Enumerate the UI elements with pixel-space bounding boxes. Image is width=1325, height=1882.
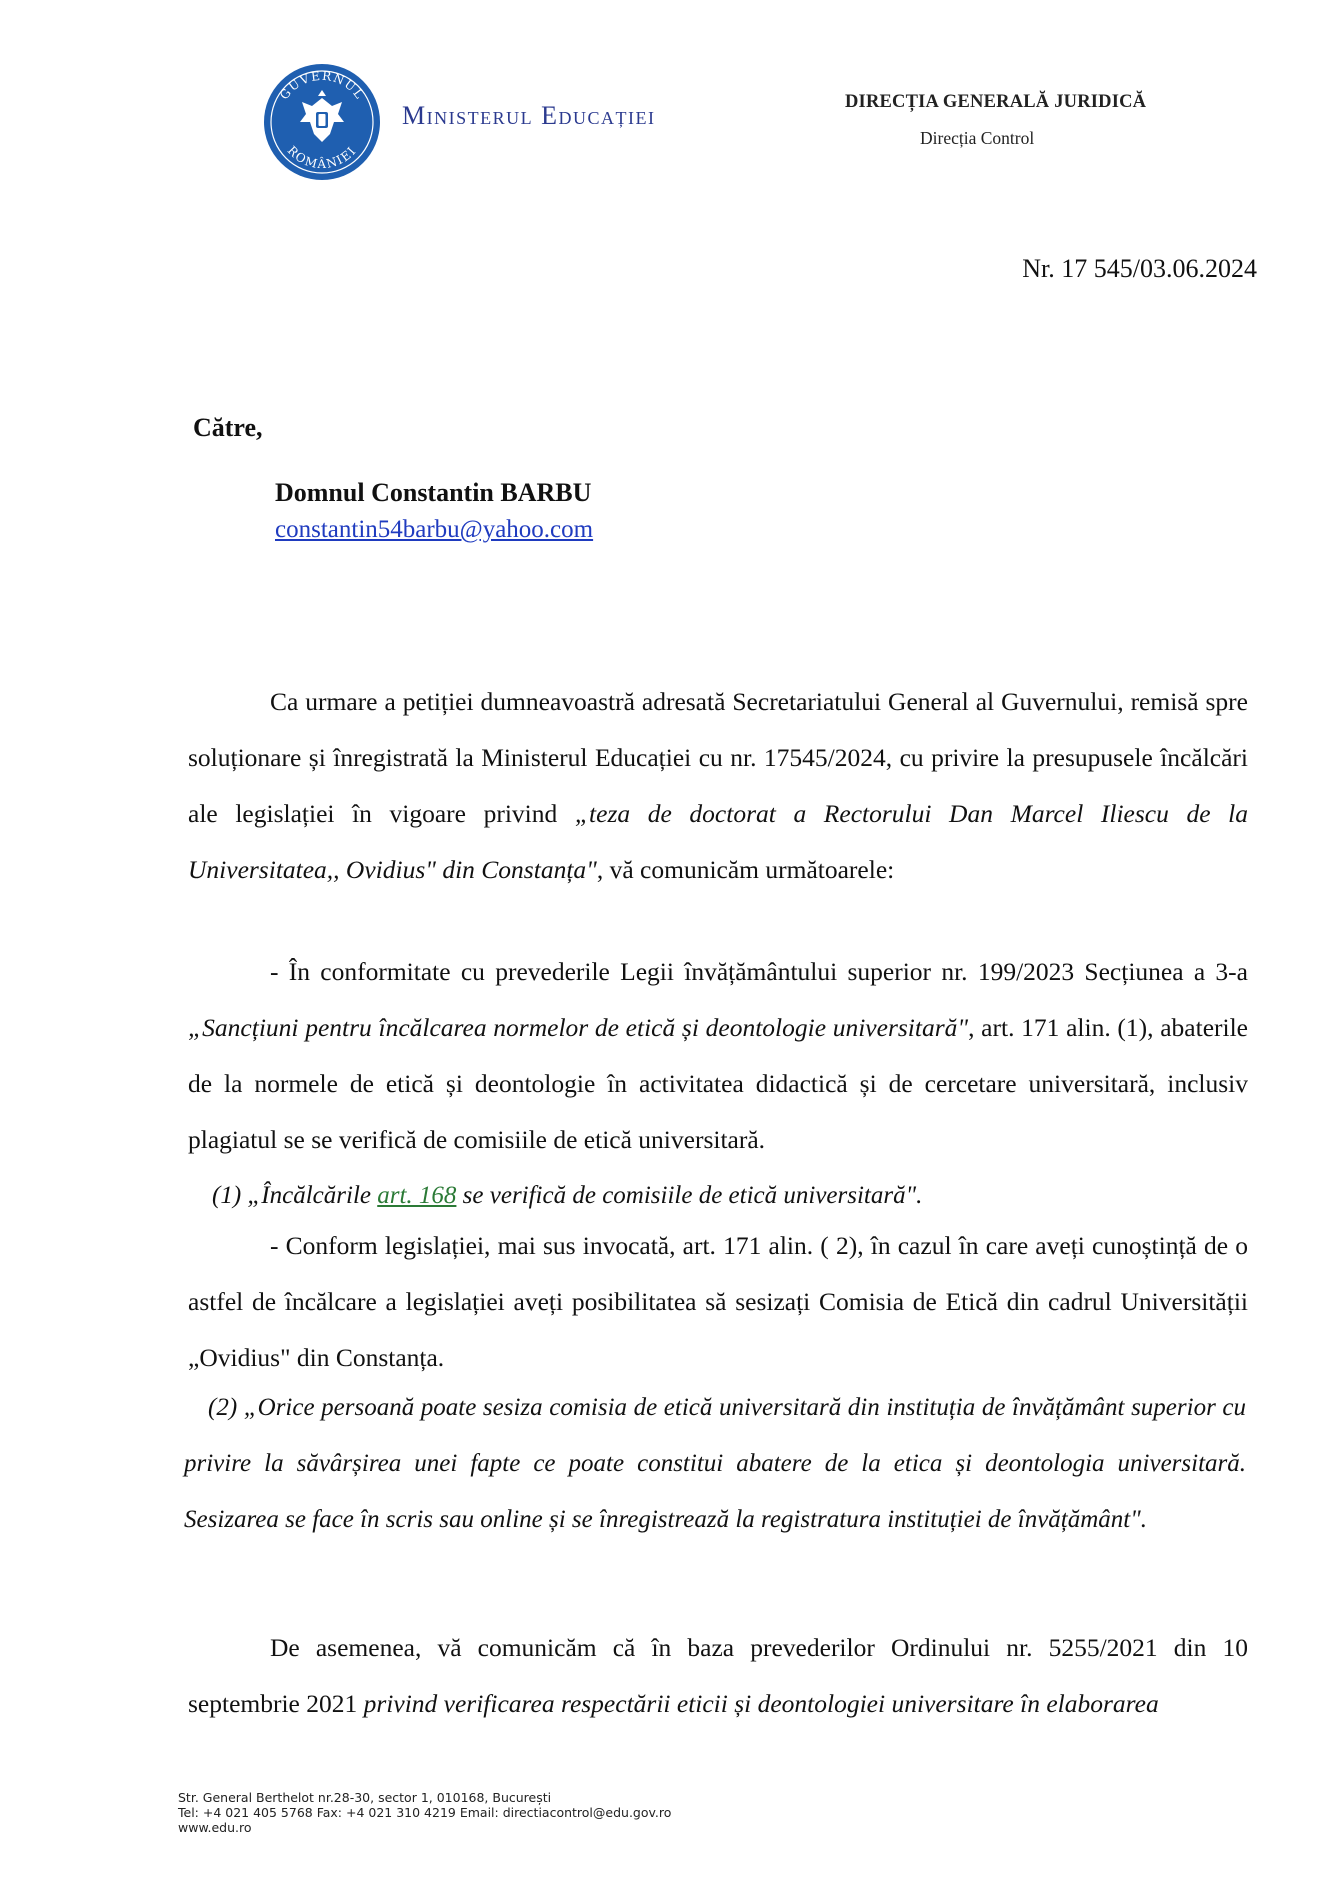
quote-1-tail: se verifică de comisiile de etică universitară". xyxy=(456,1182,923,1209)
to-label: Către, xyxy=(193,413,263,442)
footer-website: www.edu.ro xyxy=(178,1820,252,1835)
quote-1-text: (1) „Încălcările xyxy=(212,1182,378,1209)
subdirectorate-name: Direcția Control xyxy=(920,128,1035,148)
government-seal-logo xyxy=(262,62,382,182)
footer-phone-email: Tel: +4 021 405 5768 Fax: +4 021 310 4219 Email: directiacontrol@edu.gov.ro xyxy=(178,1805,672,1820)
paragraph-3-text: - Conform legislației, mai sus invocată, art. 171 alin. ( 2), în cazul în care aveți cunoștință de o astfel de încălcare a legislației aveți posibilitatea să sesizați Comisia de Etică din cadrul Universității „Ovidius" din Constanța. xyxy=(188,1231,1248,1372)
paragraph-2-section-title: „Sancțiuni pentru încălcarea normelor de etică și deontologie universitară" xyxy=(188,1013,969,1042)
svg-text:GUVERNUL: GUVERNUL xyxy=(276,68,368,103)
paragraph-2-text: - În conformitate cu prevederile Legii învățământului superior nr. 199/2023 Secțiunea a 3-a xyxy=(270,957,1248,986)
svg-text:ROMÂNIEI: ROMÂNIEI xyxy=(284,143,360,172)
paragraph-4-order-title: privind verificarea respectării eticii și deontologiei universitare în elaborarea xyxy=(363,1689,1159,1718)
ministry-name: Ministerul Educației xyxy=(402,101,656,130)
paragraph-1 xyxy=(188,674,1248,898)
quote-1 xyxy=(212,1168,1242,1224)
recipient-email-link[interactable]: constantin54barbu@yahoo.com xyxy=(275,516,594,543)
paragraph-1-tail: , vă comunicăm următoarele: xyxy=(596,855,895,884)
quote-2 xyxy=(184,1380,1246,1548)
paragraph-4-text: De asemenea, vă comunicăm că în baza prevederilor Ordinului nr. 5255/2021 din 10 septembrie 2021 xyxy=(188,1633,1248,1718)
paragraph-2 xyxy=(188,944,1248,1168)
directorate-name: DIRECȚIA GENERALĂ JURIDICĂ xyxy=(845,92,1147,112)
footer-contact xyxy=(178,1790,671,1835)
paragraph-4 xyxy=(188,1620,1248,1732)
recipient-name: Domnul Constantin BARBU xyxy=(275,478,592,507)
paragraph-3 xyxy=(188,1218,1248,1386)
article-168-link[interactable]: art. 168 xyxy=(377,1182,457,1209)
footer-address: Str. General Berthelot nr.28-30, sector 1, 010168, București xyxy=(178,1790,552,1805)
paragraph-1-text: Ca urmare a petiției dumneavoastră adresată Secretariatului General al Guvernului, remisă spre soluționare și înregistrată la Ministerul Educației cu nr. 17545/2024, cu privire la presupusele încălcări ale legislației în vigoare privind xyxy=(188,687,1248,828)
quote-2-text: (2) „Orice persoană poate sesiza comisia de etică universitară din instituția de învățământ superior cu privire la săvârșirea unei fapte ce poate constitui abatere de la etica și deontologia universitară. Sesizarea se face în scris sau online și se înregistrează la registratura instituției de învățământ". xyxy=(184,1394,1246,1533)
paragraph-2-tail: , art. 171 alin. (1), abaterile de la normele de etică și deontologie în activitatea didactică și de cercetare universitară, inclusiv plagiatul se se verifică de comisiile de etică universitară. xyxy=(188,1013,1248,1154)
reference-number: Nr. 17 545/03.06.2024 xyxy=(1022,254,1257,283)
paragraph-1-thesis-title: „teza de doctorat a Rectorului Dan Marcel Iliescu de la Universitatea,, Ovidius" din Constanța" xyxy=(188,799,1248,884)
